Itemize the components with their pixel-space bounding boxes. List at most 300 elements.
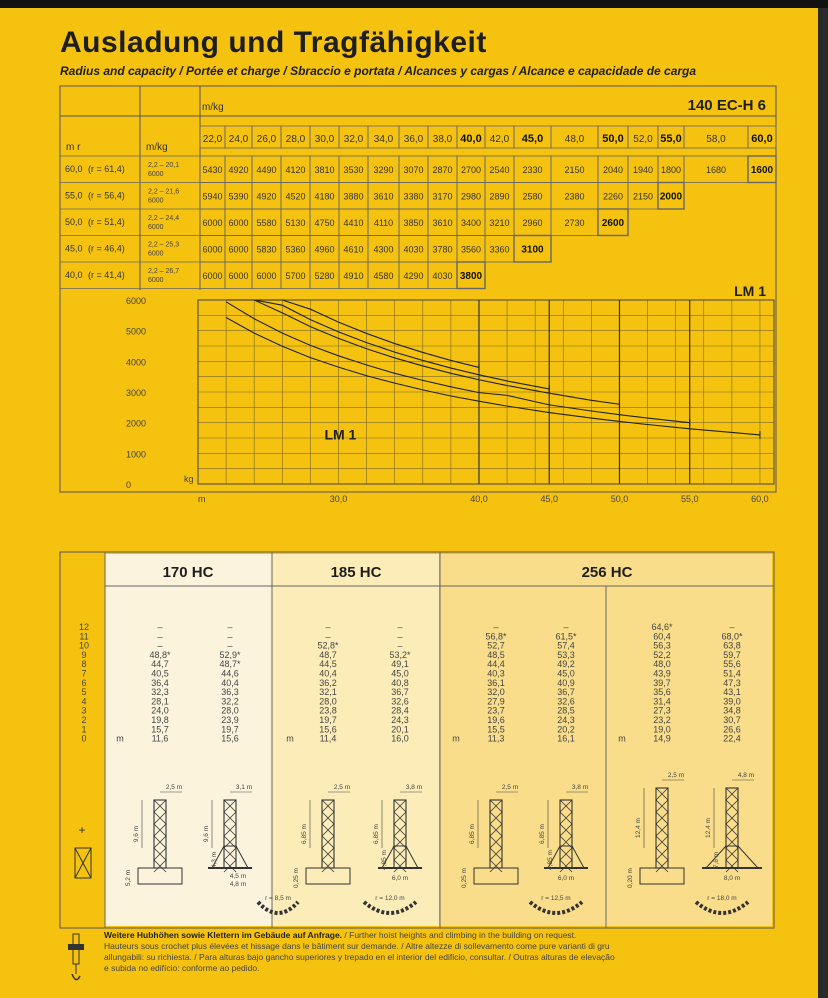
dim-side: 12,4 m [635,818,642,838]
capacity-value: 3880 [343,191,364,202]
capacity-value: 4750 [314,218,335,228]
hook-height-value: 24,3 [391,715,409,725]
hook-height-value: 47,3 [723,677,741,688]
hook-height-value: 56,3 [653,640,671,651]
radius-header: 58,0 [706,134,726,145]
dim-top: 2,5 m [501,784,519,791]
capacity-value: 2380 [564,191,585,202]
capacity-value: 2150 [632,191,654,202]
hook-height-value: – [493,622,499,632]
radius-header: 22,0 [202,134,223,145]
hook-height-value: 36,7 [557,687,575,698]
footnote-en: / Further hoist heights and climbing in the building on request. [342,930,577,940]
dim-width: 6,0 m [391,875,409,882]
hook-height-value: 24,3 [557,715,575,725]
capacity-value: 6000 [228,218,249,228]
capacity-value: 4290 [403,271,424,281]
hook-height-value: 14,9 [653,733,671,744]
capacity-value: 1940 [632,165,654,175]
hook-height-value: 36,7 [391,687,409,698]
hook-height-value: – [157,622,163,632]
hook-heights-panel [60,552,775,930]
capacity-value: 4520 [285,191,306,202]
capacity-value: 4110 [373,218,394,228]
x-tick-label: 30,0 [329,494,348,504]
radius-header: 42,0 [489,134,510,145]
radius-range: 2,2 – 21,6 [148,188,180,196]
capacity-value: 5360 [285,244,306,255]
capacity-value: 6000 [228,244,249,255]
hook-height-value: – [397,631,403,642]
radius-header: 48,0 [564,134,585,145]
radius-range: 2,2 – 20,1 [148,162,180,169]
jib-r: (r = 46,4) [88,243,125,254]
x-tick-label: 50,0 [610,494,629,504]
hook-height-value: 27,3 [653,705,671,716]
hook-height-value: 23,9 [221,715,239,725]
dim-side: 9,6 m [133,825,140,843]
slewing-radius: r = 12,0 m [375,895,405,902]
capacity-value: 2150 [564,165,585,175]
capacity-value: 3810 [314,165,335,175]
capacity-value: 2700 [460,165,482,175]
hook-height-value: 43,9 [653,668,671,679]
hook-height-value: 59,7 [723,649,741,660]
jib-length: 50,0 [65,217,83,227]
radius-range: 2,2 – 24,4 [148,215,180,222]
hook-height-value: 40,4 [221,677,239,688]
radius-header: 52,0 [633,134,653,145]
dim-base: 5,2 m [125,869,132,887]
hook-height-value: 48,8* [149,649,171,660]
dim-side: 6,85 m [469,824,476,844]
height-row-label: 4 [81,696,87,707]
hook-height-value: 30,7 [723,715,741,725]
max-load: 6000 [148,277,164,284]
max-load: 6000 [148,224,164,231]
height-row-label: 5 [81,687,87,698]
hook-height-value: 28,0 [319,696,337,707]
dim-side: 12,4 m [705,818,712,838]
footnote-es-pt: allungabili: su richiesta. / Para alturas bajo gancho superiores y trepado en el interior del edificio, consultar. / Outras alturas de elevação [104,952,615,962]
y-tick-label: 2000 [126,418,147,429]
capacity-value: 5390 [228,191,249,202]
dim-width: 4,5 m [229,873,247,880]
x-axis-unit: m [198,494,206,504]
hook-height-value: 22,4 [723,733,741,744]
capacity-value: 6000 [202,244,223,255]
hook-height-value: 56,8* [485,631,507,642]
hook-height-value: 39,0 [723,696,741,707]
hook-height-value: 32,1 [319,687,337,698]
capacity-value: 3380 [403,191,424,202]
capacity-value: 5280 [314,271,335,281]
capacity-value: 2580 [522,191,543,202]
radius-range: 2,2 – 26,7 [148,268,180,275]
hook-height-value: 11,4 [319,733,337,744]
capacity-value: 2000 [659,191,683,203]
hook-height-value: 19,0 [653,724,671,735]
footnote-bold: Weitere Hubhöhen sowie Klettern im Gebäude auf Anfrage. [104,930,343,940]
height-row-label: 0 [81,733,87,744]
dim-top: 4,8 m [737,772,755,779]
hook-height-value: 40,5 [151,668,169,679]
hook-height-value: 32,0 [487,687,505,698]
hook-height-value: 52,8* [317,640,339,651]
hook-height-value: 11,3 [487,733,505,744]
hook-height-value: 28,0 [221,705,239,716]
capacity-value: 4920 [256,191,277,202]
radius-range: 2,2 – 25,3 [148,241,180,249]
height-row-labels [79,622,89,744]
footnote-pt-end: e subida no edifício: conforme ao pedido. [104,963,260,973]
height-row-label: 8 [81,659,87,670]
height-row-label: 1 [81,724,87,735]
capacity-value: 3360 [489,244,510,255]
dim-side: 9,6 m [203,825,210,843]
hook-height-value: 44,4 [487,659,505,670]
jib-length: 60,0 [65,164,83,174]
dim-side: 6,85 m [539,824,546,844]
hook-height-value: 36,1 [487,677,505,688]
hook-height-value: 44,5 [319,659,337,670]
capacity-value: 3290 [373,165,394,175]
top-border [0,0,828,8]
capacity-table [60,86,776,299]
capacity-value: 5580 [256,218,277,228]
capacity-value: 4300 [373,244,394,255]
dim-top: 3,8 m [571,784,589,791]
scrollbar[interactable] [818,8,828,998]
mast-section-icon [75,848,91,878]
y-axis-unit: kg [184,474,194,484]
jib-length: 40,0 [65,270,83,280]
capacity-value: 3530 [343,165,364,175]
hook-height-value: 20,1 [391,724,409,735]
crane-hook-icon [64,932,88,986]
slewing-radius: r = 18,0 m [707,895,737,902]
hook-height-value: 52,2 [653,649,671,660]
height-row-label: 2 [81,715,87,725]
hook-height-value: 40,4 [319,668,337,679]
capacity-value: 2870 [432,165,453,175]
capacity-value: 4490 [256,165,277,175]
footnote [104,930,784,974]
y-tick-label: 6000 [126,296,147,306]
hook-height-value: 28,1 [151,696,169,707]
hook-height-value: – [397,640,403,651]
height-row-label: 6 [81,677,87,688]
capacity-value: 4120 [285,165,306,175]
capacity-value: 4610 [343,244,364,255]
x-tick-label: 60,0 [751,494,769,504]
capacity-chart [126,296,774,504]
height-unit: m [286,733,294,744]
dim-width: 6,0 m [557,875,575,882]
radius-header: 36,0 [403,134,424,145]
max-load: 6000 [148,171,164,178]
jib-length: 45,0 [65,243,83,254]
hook-height-value: 43,1 [723,687,741,698]
capacity-value: 4180 [314,191,335,202]
capacity-value: 2040 [602,165,624,175]
jib-r: (r = 41,4) [88,270,125,280]
hook-height-value: 28,4 [391,705,409,716]
capacity-value: 2540 [489,165,510,175]
capacity-value: 6000 [256,271,277,281]
hook-height-value: 63,8 [723,640,741,651]
capacity-value: 2980 [460,191,482,202]
capacity-panel [60,86,780,504]
radius-header: 38,0 [432,134,453,145]
capacity-value: 4960 [314,244,335,255]
hook-height-value: – [157,631,163,642]
dim-mid: 4,85 m [547,850,554,870]
hook-height-value: 36,3 [221,687,239,698]
capacity-value: 3100 [521,244,544,256]
hook-height-value: 32,2 [221,696,239,707]
max-load: 6000 [148,250,164,258]
height-row-label: 9 [81,649,87,660]
jib-length: 55,0 [65,190,83,201]
hook-height-value: 45,0 [557,668,575,679]
y-tick-label: 4000 [126,357,147,368]
max-load: 6000 [148,197,164,205]
hook-height-value: – [227,640,233,651]
hook-height-value: 55,6 [723,659,741,670]
hook-height-value: – [227,622,233,632]
hook-height-value: – [325,631,331,642]
dim-side: 6,85 m [373,824,380,844]
hook-height-value: 48,0 [653,659,671,670]
hook-height-value: – [227,631,233,642]
capacity-value: 2600 [601,218,625,229]
y-tick-label: 5000 [126,326,147,337]
height-unit: m [116,733,124,744]
hook-height-value: 19,7 [319,715,337,725]
unit-top: m/kg [202,102,224,113]
capacity-value: 2330 [522,165,543,175]
radius-header: 50,0 [602,133,624,145]
hook-height-value: 39,7 [653,677,671,688]
x-tick-label: 45,0 [540,494,558,504]
hook-height-value: 49,2 [557,659,575,670]
hook-height-value: 24,0 [151,705,169,716]
unit-row-left: m r [66,142,81,153]
hook-height-value: 48,5 [487,649,505,660]
hook-height-value: – [397,622,403,632]
radius-header: 28,0 [285,134,306,145]
capacity-value: 5700 [285,271,306,281]
plus-icon: + [78,823,86,837]
hook-height-value: 53,2* [389,649,411,660]
hook-height-value: 48,7* [219,659,241,670]
capacity-value: 3780 [432,244,453,255]
hook-height-value: 44,7 [151,659,169,670]
hook-height-value: – [325,622,331,632]
hook-height-value: 16,0 [391,733,409,744]
capacity-value: 3400 [460,218,482,228]
page-title: Ausladung und Tragfähigkeit [60,26,487,59]
dim-mid: 4,3 m [211,851,218,869]
hook-height-value: 61,5* [555,631,577,642]
hook-height-value: 45,0 [391,668,409,679]
capacity-value: 3210 [489,218,510,228]
radius-header: 34,0 [373,134,394,145]
hook-height-value: 36,4 [151,677,169,688]
hook-height-value: 23,2 [653,715,671,725]
radius-header: 45,0 [521,133,544,145]
height-row-label: 7 [81,668,87,679]
capacity-value: 5130 [285,218,306,228]
capacity-value: 1600 [750,165,774,176]
dim-side: 6,85 m [301,824,308,844]
capacity-value: 1680 [705,165,727,175]
hook-height-value: 19,8 [151,715,169,725]
dim-top: 2,5 m [165,784,183,791]
hook-height-value: 31,4 [653,696,671,707]
dim-base: 0,25 m [293,868,300,888]
page-subtitle: Radius and capacity / Portée et charge / Sbraccio e portata / Alcances y cargas / Alcance e capacidade de carga [60,64,697,78]
capacity-value: 6000 [228,271,249,281]
hook-height-value: 51,4 [723,668,741,679]
lm-label-table: LM 1 [734,283,766,299]
capacity-value: 2260 [602,191,624,202]
hook-height-value: 64,6* [651,622,673,632]
y-tick-label: 3000 [126,388,147,398]
unit-row-mid: m/kg [146,142,168,153]
model-185hc: 185 HC [330,564,382,581]
capacity-value: 2960 [522,218,543,228]
capacity-value: 3800 [459,271,483,282]
hook-height-value: 52,9* [219,649,241,660]
hook-height-value: 44,6 [221,668,239,679]
capacity-value: 4910 [343,271,364,281]
height-row-label: 10 [78,640,90,651]
height-unit: m [452,733,460,744]
x-tick-label: 55,0 [680,494,699,504]
height-row-label: 3 [81,705,87,716]
hook-height-value: 57,4 [557,640,575,651]
jib-r: (r = 51,4) [88,217,125,227]
height-row-label: 11 [79,631,89,642]
model-256hc: 256 HC [581,564,633,581]
hook-height-value: 68,0* [721,631,743,642]
hook-height-value: 19,7 [221,724,239,735]
capacity-value: 3070 [403,165,424,175]
capacity-value: 2730 [564,218,585,228]
capacity-value: 3850 [403,218,424,228]
slewing-radius: r = 8,5 m [265,895,291,902]
hook-height-value: 23,7 [487,705,505,716]
hook-height-value: 36,2 [319,677,337,688]
hook-height-value: – [563,622,569,632]
radius-header: 60,0 [751,133,773,145]
dim-width: 4,8 m [229,881,247,888]
dim-base: 0,20 m [627,868,634,888]
hook-height-value: 15,7 [151,724,169,735]
capacity-value: 5830 [256,244,277,255]
capacity-curve [226,300,549,389]
radius-header: 30,0 [314,134,335,145]
radius-header: 26,0 [256,134,277,145]
hook-height-value: 28,5 [557,705,575,716]
hook-height-value: 32,3 [151,687,169,698]
hook-height-value: 19,6 [487,715,505,725]
capacity-value: 4920 [228,165,249,175]
capacity-value: 3170 [432,191,453,202]
capacity-value: 4410 [343,218,364,228]
hook-height-value: 15,6 [221,733,239,744]
capacity-value: 5940 [202,191,223,202]
dim-top: 2,5 m [333,784,351,791]
footnote-fr-it: Hauteurs sous crochet plus élevées et hissage dans le bâtiment sur demande. / Altre altezze di sollevamento come pure varianti di gru [104,941,610,951]
hook-height-value: 49,1 [391,659,409,670]
hook-height-value: 32,6 [391,696,409,707]
hook-height-value: 15,5 [487,724,505,735]
height-unit: m [618,733,626,744]
dim-base: 0,25 m [461,868,468,888]
dim-top: 3,8 m [405,784,423,791]
y-tick-label: 0 [126,480,132,490]
capacity-value: 1800 [660,165,682,175]
hook-height-value: 34,8 [723,705,741,716]
hook-height-value: 26,6 [723,724,741,735]
hook-height-value: 15,6 [319,724,337,735]
capacity-value: 6000 [202,218,223,228]
hook-height-value: 32,6 [557,696,575,707]
capacity-value: 3610 [432,218,453,228]
hook-height-value: 40,3 [487,668,505,679]
jib-r: (r = 56,4) [88,190,125,201]
capacity-value: 3610 [373,191,394,202]
hook-height-value: – [729,622,735,632]
capacity-value: 6000 [202,271,223,281]
dim-mid: 7,6 m [713,851,720,869]
capacity-curve [226,317,760,434]
radius-header: 55,0 [660,133,682,145]
lm-label-chart: LM 1 [324,426,357,443]
radius-header: 40,0 [460,133,482,145]
radius-header: 32,0 [343,134,364,145]
jib-r: (r = 61,4) [88,164,125,174]
capacity-value: 2890 [489,191,510,202]
hook-height-value: 23,8 [319,705,337,716]
capacity-value: 3560 [460,244,482,255]
capacity-value: 4030 [432,271,453,281]
capacity-value: 5430 [202,165,223,175]
hook-height-value: 60,4 [653,631,671,642]
hook-height-value: 40,9 [557,677,575,688]
model-title: 140 EC-H 6 [687,97,766,114]
hook-height-value: 27,9 [487,696,505,707]
capacity-curve [226,300,479,367]
hook-height-value: 52,7 [487,640,505,651]
y-tick-label: 1000 [126,449,147,460]
capacity-value: 4580 [373,271,394,281]
dim-width: 8,0 m [723,875,741,882]
hook-height-value: 40,8 [391,677,409,688]
height-row-label: 12 [78,622,90,632]
dim-mid: 4,85 m [381,850,388,870]
dim-top: 2,5 m [667,772,685,779]
hook-height-value: 16,1 [557,733,575,744]
slewing-radius: r = 12,5 m [541,895,571,902]
hook-height-value: 11,6 [151,733,169,744]
radius-header: 24,0 [228,134,249,145]
model-170hc: 170 HC [162,564,214,581]
hook-height-value: – [157,640,163,651]
